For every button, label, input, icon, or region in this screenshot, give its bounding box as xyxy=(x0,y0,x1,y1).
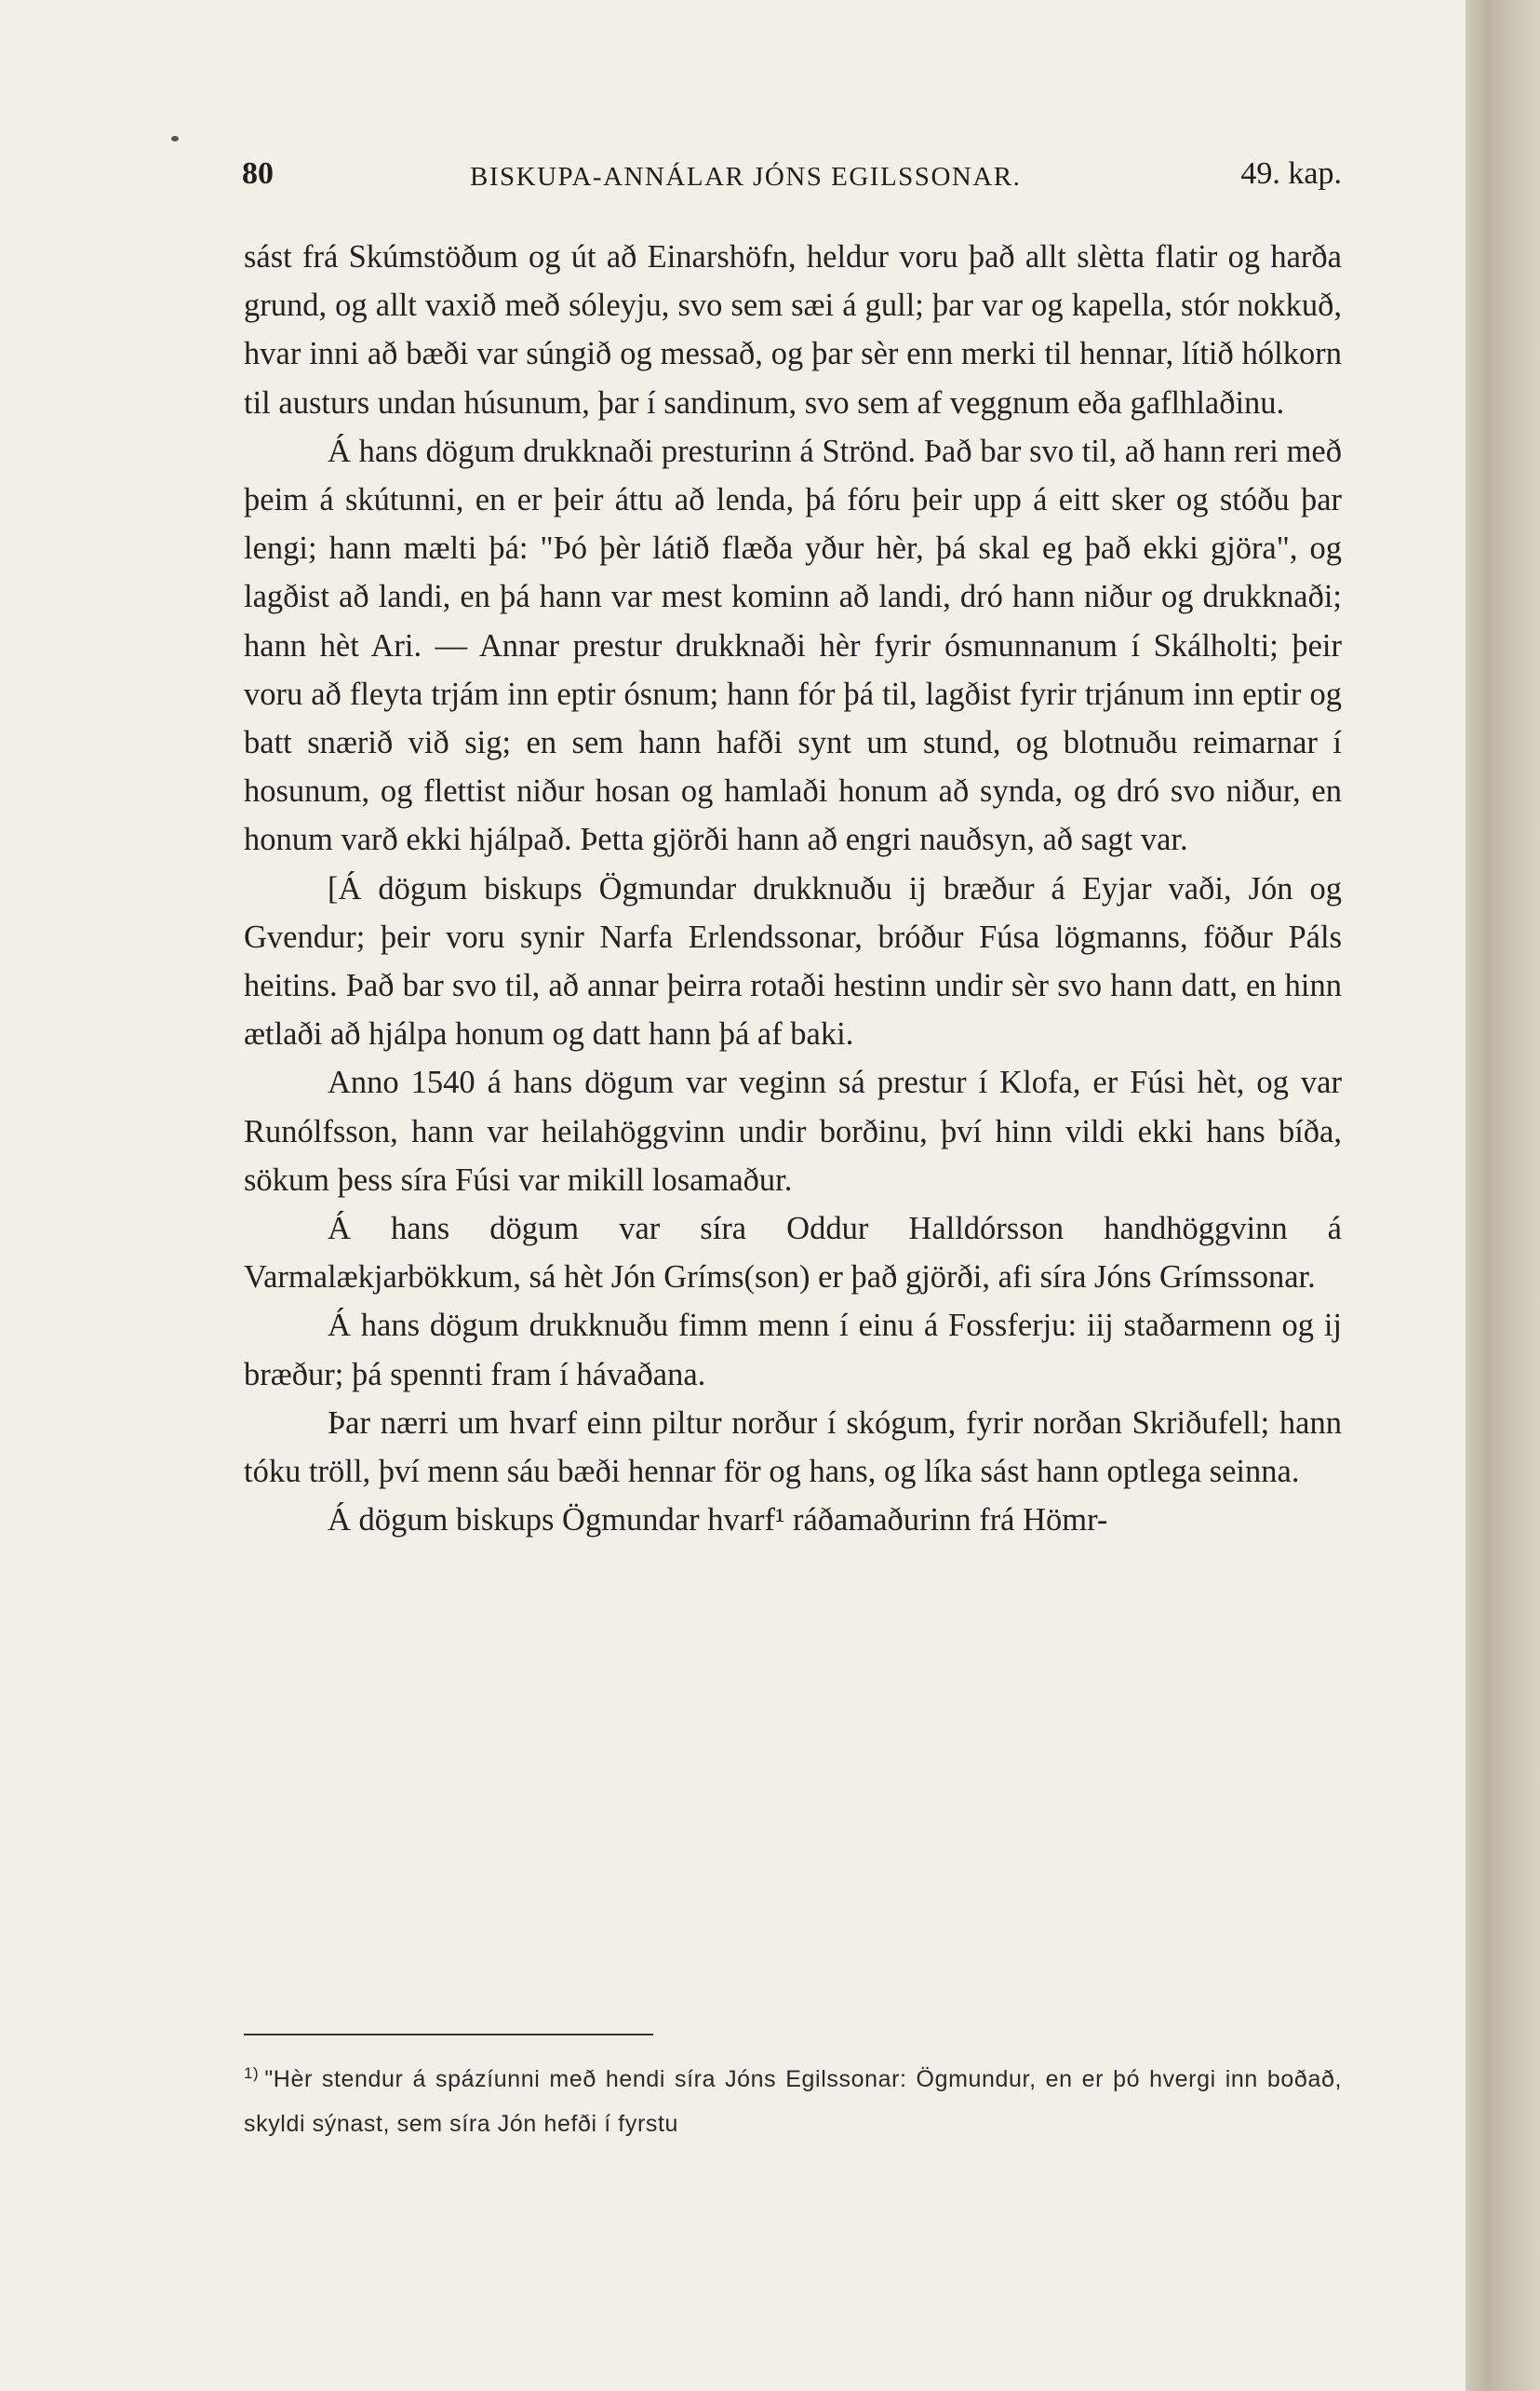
footnote-marker: 1) xyxy=(244,2063,260,2082)
footnote-divider xyxy=(244,2034,653,2035)
running-title: BISKUPA-ANNÁLAR JÓNS EGILSSONAR. xyxy=(470,162,1022,192)
page-number: 80 xyxy=(242,156,274,191)
page-edge xyxy=(1466,0,1540,2391)
footnote xyxy=(244,2057,1342,2146)
footnote-text: "Hèr stendur á spázíunni með hendi síra Jóns Egilssonar: Ögmundur, en er þó hvergi inn boðað, skyldi sýnast, sem síra Jón hefði í fyrstu xyxy=(244,2066,1342,2137)
chapter-label: 49. kap. xyxy=(1240,156,1342,191)
paragraph: Á hans dögum drukknaði presturinn á Strönd. Það bar svo til, að hann reri með þeim á skútunni, en er þeir áttu að lenda, þá fóru þeir upp á eitt sker og stóðu þar lengi; hann mælti þá: "Þó þèr látið flæða yður hèr, þá skal eg það ekki gjöra", og lagðist að landi, en þá hann var mest kominn að landi, dró hann niður og drukknaði; hann hèt Ari. — Annar prestur drukknaði hèr fyrir ósmunnanum í Skálholti; þeir voru að fleyta trjám inn eptir ósnum; hann fór þá til, lagðist fyrir trjánum inn eptir og batt snærið við sig; en sem hann hafði synt um stund, og blotnuðu reimarnar í hosunum, og flettist niður hosan og hamlaði honum að synda, og dró svo niður, en honum varð ekki hjálpað. Þetta gjörði hann að engri nauðsyn, að sagt var. xyxy=(244,433,1342,858)
paragraph: Á dögum biskups Ögmundar hvarf¹ ráðamaðurinn frá Hömr- xyxy=(328,1502,1108,1538)
paragraph: Á hans dögum drukknuðu fimm menn í einu á Fossferju: iij staðarmenn og ij bræður; þá spennti fram í hávaðana. xyxy=(244,1308,1342,1392)
main-text xyxy=(244,233,1342,1544)
ink-blot xyxy=(171,136,179,141)
paragraph: Þar nærri um hvarf einn piltur norður í skógum, fyrir norðan Skriðufell; hann tóku tröll, því menn sáu bæði hennar för og hans, og líka sást hann optlega seinna. xyxy=(244,1404,1342,1490)
paragraph: Anno 1540 á hans dögum var veginn sá prestur í Klofa, er Fúsi hèt, og var Runólfsson, hann var heilahöggvinn undir borðinu, því hinn vildi ekki hans bíða, sökum þess síra Fúsi var mikill losamaður. xyxy=(244,1065,1342,1198)
paragraph: Á hans dögum var síra Oddur Halldórsson handhöggvinn á Varmalækjarbökkum, sá hèt Jón Gríms(son) er það gjörði, afi síra Jóns Grímssonar. xyxy=(244,1211,1342,1296)
page-header xyxy=(242,156,1342,203)
paragraph: sást frá Skúmstöðum og út að Einarshöfn, heldur voru það allt slètta flatir og harða grund, og allt vaxið með sóleyju, svo sem sæi á gull; þar var og kapella, stór nokkuð, hvar inni að bæði var súngið og messað, og þar sèr enn merki til hennar, lítið hólkorn til austurs undan húsunum, þar í sandinum, svo sem af veggnum eða gaflhlaðinu. xyxy=(244,239,1342,421)
paragraph: [Á dögum biskups Ögmundar drukknuðu ij bræður á Eyjar vaði, Jón og Gvendur; þeir voru synir Narfa Erlendssonar, bróður Fúsa lögmanns, föður Páls heitins. Það bar svo til, að annar þeirra rotaði hestinn undir sèr svo hann datt, en hinn ætlaði að hjálpa honum og datt hann þá af baki. xyxy=(244,870,1342,1053)
